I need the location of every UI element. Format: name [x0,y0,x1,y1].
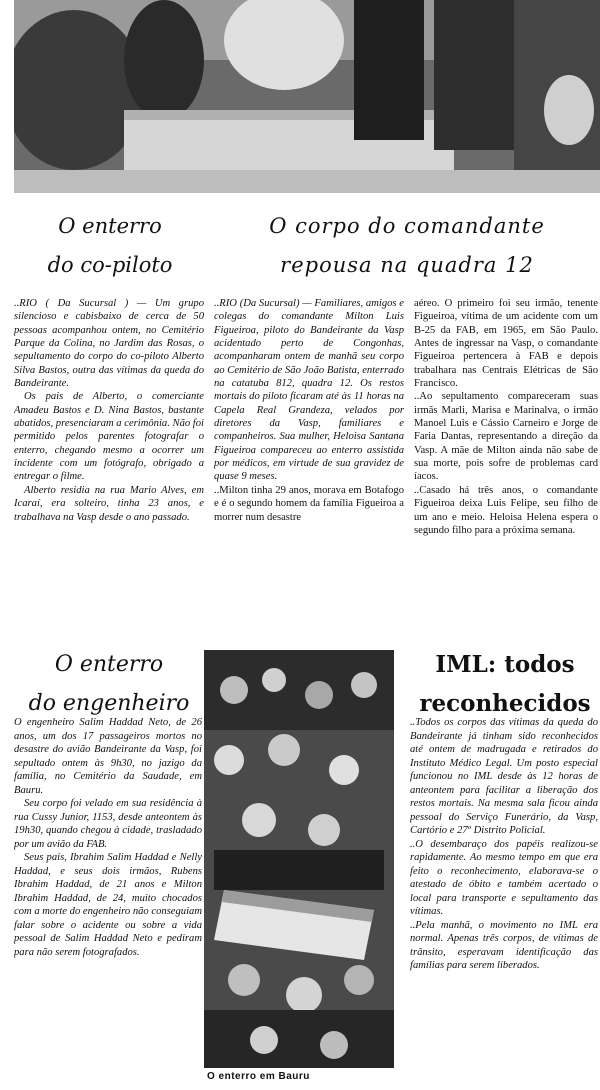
paragraph: aéreo. O primeiro foi seu irmão, tenente Figueiroa, vítima de um acidente com um B-25 da FAB, em 1965, em São Paulo. Antes de ingressar na Vasp, o comandante Figueiroa pertencera à FAB e depois trabalhara nas Centrais Elétricas de São Francisco. [414,298,598,390]
paragraph: Seus pais, Ibrahim Salim Haddad e Nelly Haddad, e seus dois irmãos, Rubens Ibrahim Haddad, de 21 anos e Milton Ibrahim Haddad, de 24, muito chocados com a morte do engenheiro não conseguiam falar sobre o acidente ou sobre a vida pessoal de Salim Haddad Neto e pediram para não serem fotografados. [14,852,202,958]
headline-line: repousa na quadra 12 [280,253,534,277]
article-comandante-col1 [214,297,404,633]
paragraph: ..Todos os corpos das vítimas da queda do Bandeirante já tinham sido reconhecidos até ontem de madrugada e retirados do Instituto Médico Legal. Um posto especial funcionou no IML desde às 12 horas de anteontem para facilitar a liberação dos restos mortais. Na mesma sala ficou ainda pessoal do Serviço Funerário, da Vasp, Cartório e 27º Distrito Policial. [410,717,598,836]
paragraph: ..RIO (Da Sucursal) — Familiares, amigos e colegas do comandante Milton Luis Figueiroa, piloto do Bandeirante da Vasp acidentado perto de Congonhas, acompanharam ontem de manhã seu corpo ao Cemitério de São João Batista, enterrado na catatuba 812, quadra 12. Os restos mortais do piloto ficaram até às 11 horas na Capela Real Grandeza, velados por diretores da Vasp, familiares e companheiros. Sua mulher, Heloisa Santana Figueiroa compareceu ao enterro assistida por médicos, em virtude de sua gravidez de quase 9 meses. [214,298,404,483]
paragraph: Seu corpo foi velado em sua residência à rua Cussy Junior, 1153, desde anteontem às 19h30, quando chegou à cidade, trasladado por um avião da FAB. [14,798,202,850]
paragraph: O engenheiro Salim Haddad Neto, de 26 anos, um dos 17 passageiros mortos no desastre do avião Bandeirante da Vasp, foi sepultado ontem às 9h30, no jazigo da família, no Cemitério da Saudade, em Bauru. [14,717,202,796]
headline-line: do engenheiro [28,691,190,716]
headline-engenheiro [14,645,204,723]
photo-caption: O enterro em Bauru [207,1071,310,1082]
article-engenheiro [14,716,202,1088]
headline-copiloto [20,207,200,285]
paragraph: Alberto residia na rua Mario Alves, em Icaraí, era solteiro, tinha 23 anos, e trabalhava na Vasp desde o ano passado. [14,484,204,523]
bauru-funeral-photo [204,650,394,1068]
article-comandante-col2 [414,297,598,633]
headline-line: reconhecidos [419,690,591,717]
headline-iml [410,645,600,723]
headline-line: do co-piloto [47,253,173,277]
headline-line: O corpo do comandante [269,214,545,238]
paragraph: ..Ao sepultamento compareceram suas irmãs Marli, Marisa e Marinalva, o irmão Manoel Luis e Cássio Carneiro e Jorge de Faria Dantas, representando a direção da Vasp. A mãe de Milton ainda não sabe de sua morte, pois sofre de problemas card íacos. [414,391,598,483]
headline-comandante [214,207,600,285]
headline-line: IML: todos [435,651,575,678]
paragraph: ..Pela manhã, o movimento no IML era normal. Apenas três corpos, de vítimas de trânsito, esperavam identificação das famílias para serem liberados. [410,919,598,971]
paragraph: ..RIO ( Da Sucursal ) — Um grupo silencioso e cabisbaixo de cerca de 50 pessoas acompanhou ontem, no Cemitério Parque da Colina, no Jardim das Rosas, o sepultamento do corpo do co-piloto Alberto Silva Bastos, outra das vítimas da queda do Bandeirante. [14,298,204,390]
headline-line: O enterro [54,652,164,677]
paragraph: ..Casado há três anos, o comandante Figueiroa deixa Luis Felipe, seu filho de um ano e meio. Heloisa Helena espera o segundo filho para a próxima semana. [414,484,598,536]
headline-line: O enterro [58,214,162,238]
paragraph: ..O desembaraço dos papéis realizou-se rapidamente. Ao mesmo tempo em que era feito o reconhecimento, elaborava-se o atestado de óbito e também acertado o local para transporte e sepultamento das vítimas. [410,838,598,917]
paragraph: Os pais de Alberto, o comerciante Amadeu Bastos e D. Nina Bastos, bastante abatidos, presenciaram a cerimônia. Não foi permitido pelos parentes fotografar o enterro, chegando mesmo a ocorrer um incidente com um fotógrafo, obrigado a entregar o filme. [14,391,204,483]
article-copiloto [14,297,204,633]
paragraph: ..Milton tinha 29 anos, morava em Botafogo e é o segundo homem da família Figueiroa a morrer num desastre [214,484,404,523]
article-iml [410,716,598,1088]
top-photo-funeral [14,0,600,193]
